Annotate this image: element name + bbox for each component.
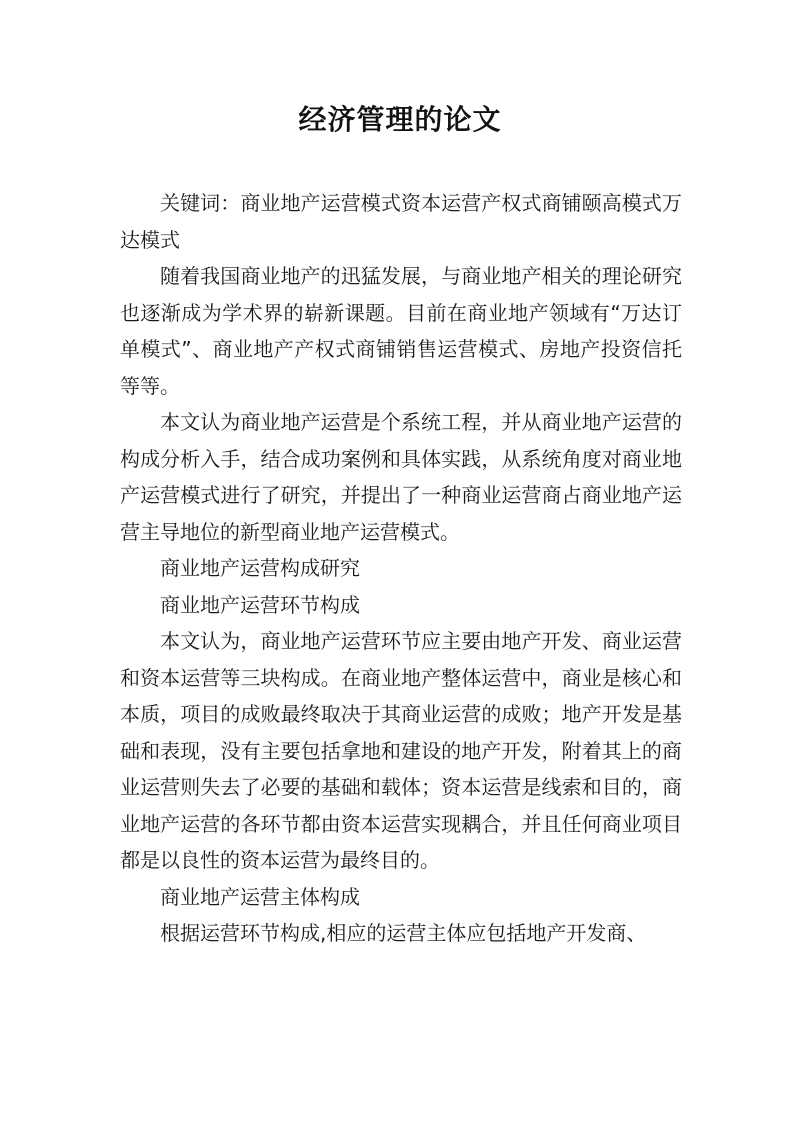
document-title: 经济管理的论文 — [298, 103, 502, 136]
subsection-heading: 商业地产运营环节构成 — [160, 592, 360, 617]
body-paragraph: 根据运营环节构成,相应的运营主体应包括地产开发商、 — [160, 921, 647, 945]
keywords-paragraph: 关键词：商业地产运营模式资本运营产权式商铺颐高模式万达模式 — [120, 191, 682, 252]
body-paragraph: 本文认为，商业地产运营环节应主要由地产开发、商业运营和资本运营等三块构成。在商业地产整体运营中，商业是核心和本质，项目的成败最终取决于其商业运营的成败；地产开发是基础和表现，没有主要包括拿地和建设的地产开发，附着其上的商业运营则失去了必要的基础和载体；资本运营是线索和目的，商业地产运营的各环节都由资本运营实现耦合，并且任何商业项目都是以良性的资本运营为最终目的。 — [120, 629, 682, 872]
body-paragraph: 随着我国商业地产的迅猛发展，与商业地产相关的理论研究也逐渐成为学术界的崭新课题。目前在商业地产领域有“万达订单模式”、商业地产产权式商铺销售运营模式、房地产投资信托等等。 — [120, 264, 682, 398]
document-body — [120, 185, 682, 952]
body-paragraph: 本文认为商业地产运营是个系统工程，并从商业地产运营的构成分析入手，结合成功案例和具体实践，从系统角度对商业地产运营模式进行了研究，并提出了一种商业运营商占商业地产运营主导地位的新型商业地产运营模式。 — [120, 410, 682, 544]
subsection-heading: 商业地产运营主体构成 — [160, 884, 360, 909]
section-heading: 商业地产运营构成研究 — [160, 556, 360, 580]
